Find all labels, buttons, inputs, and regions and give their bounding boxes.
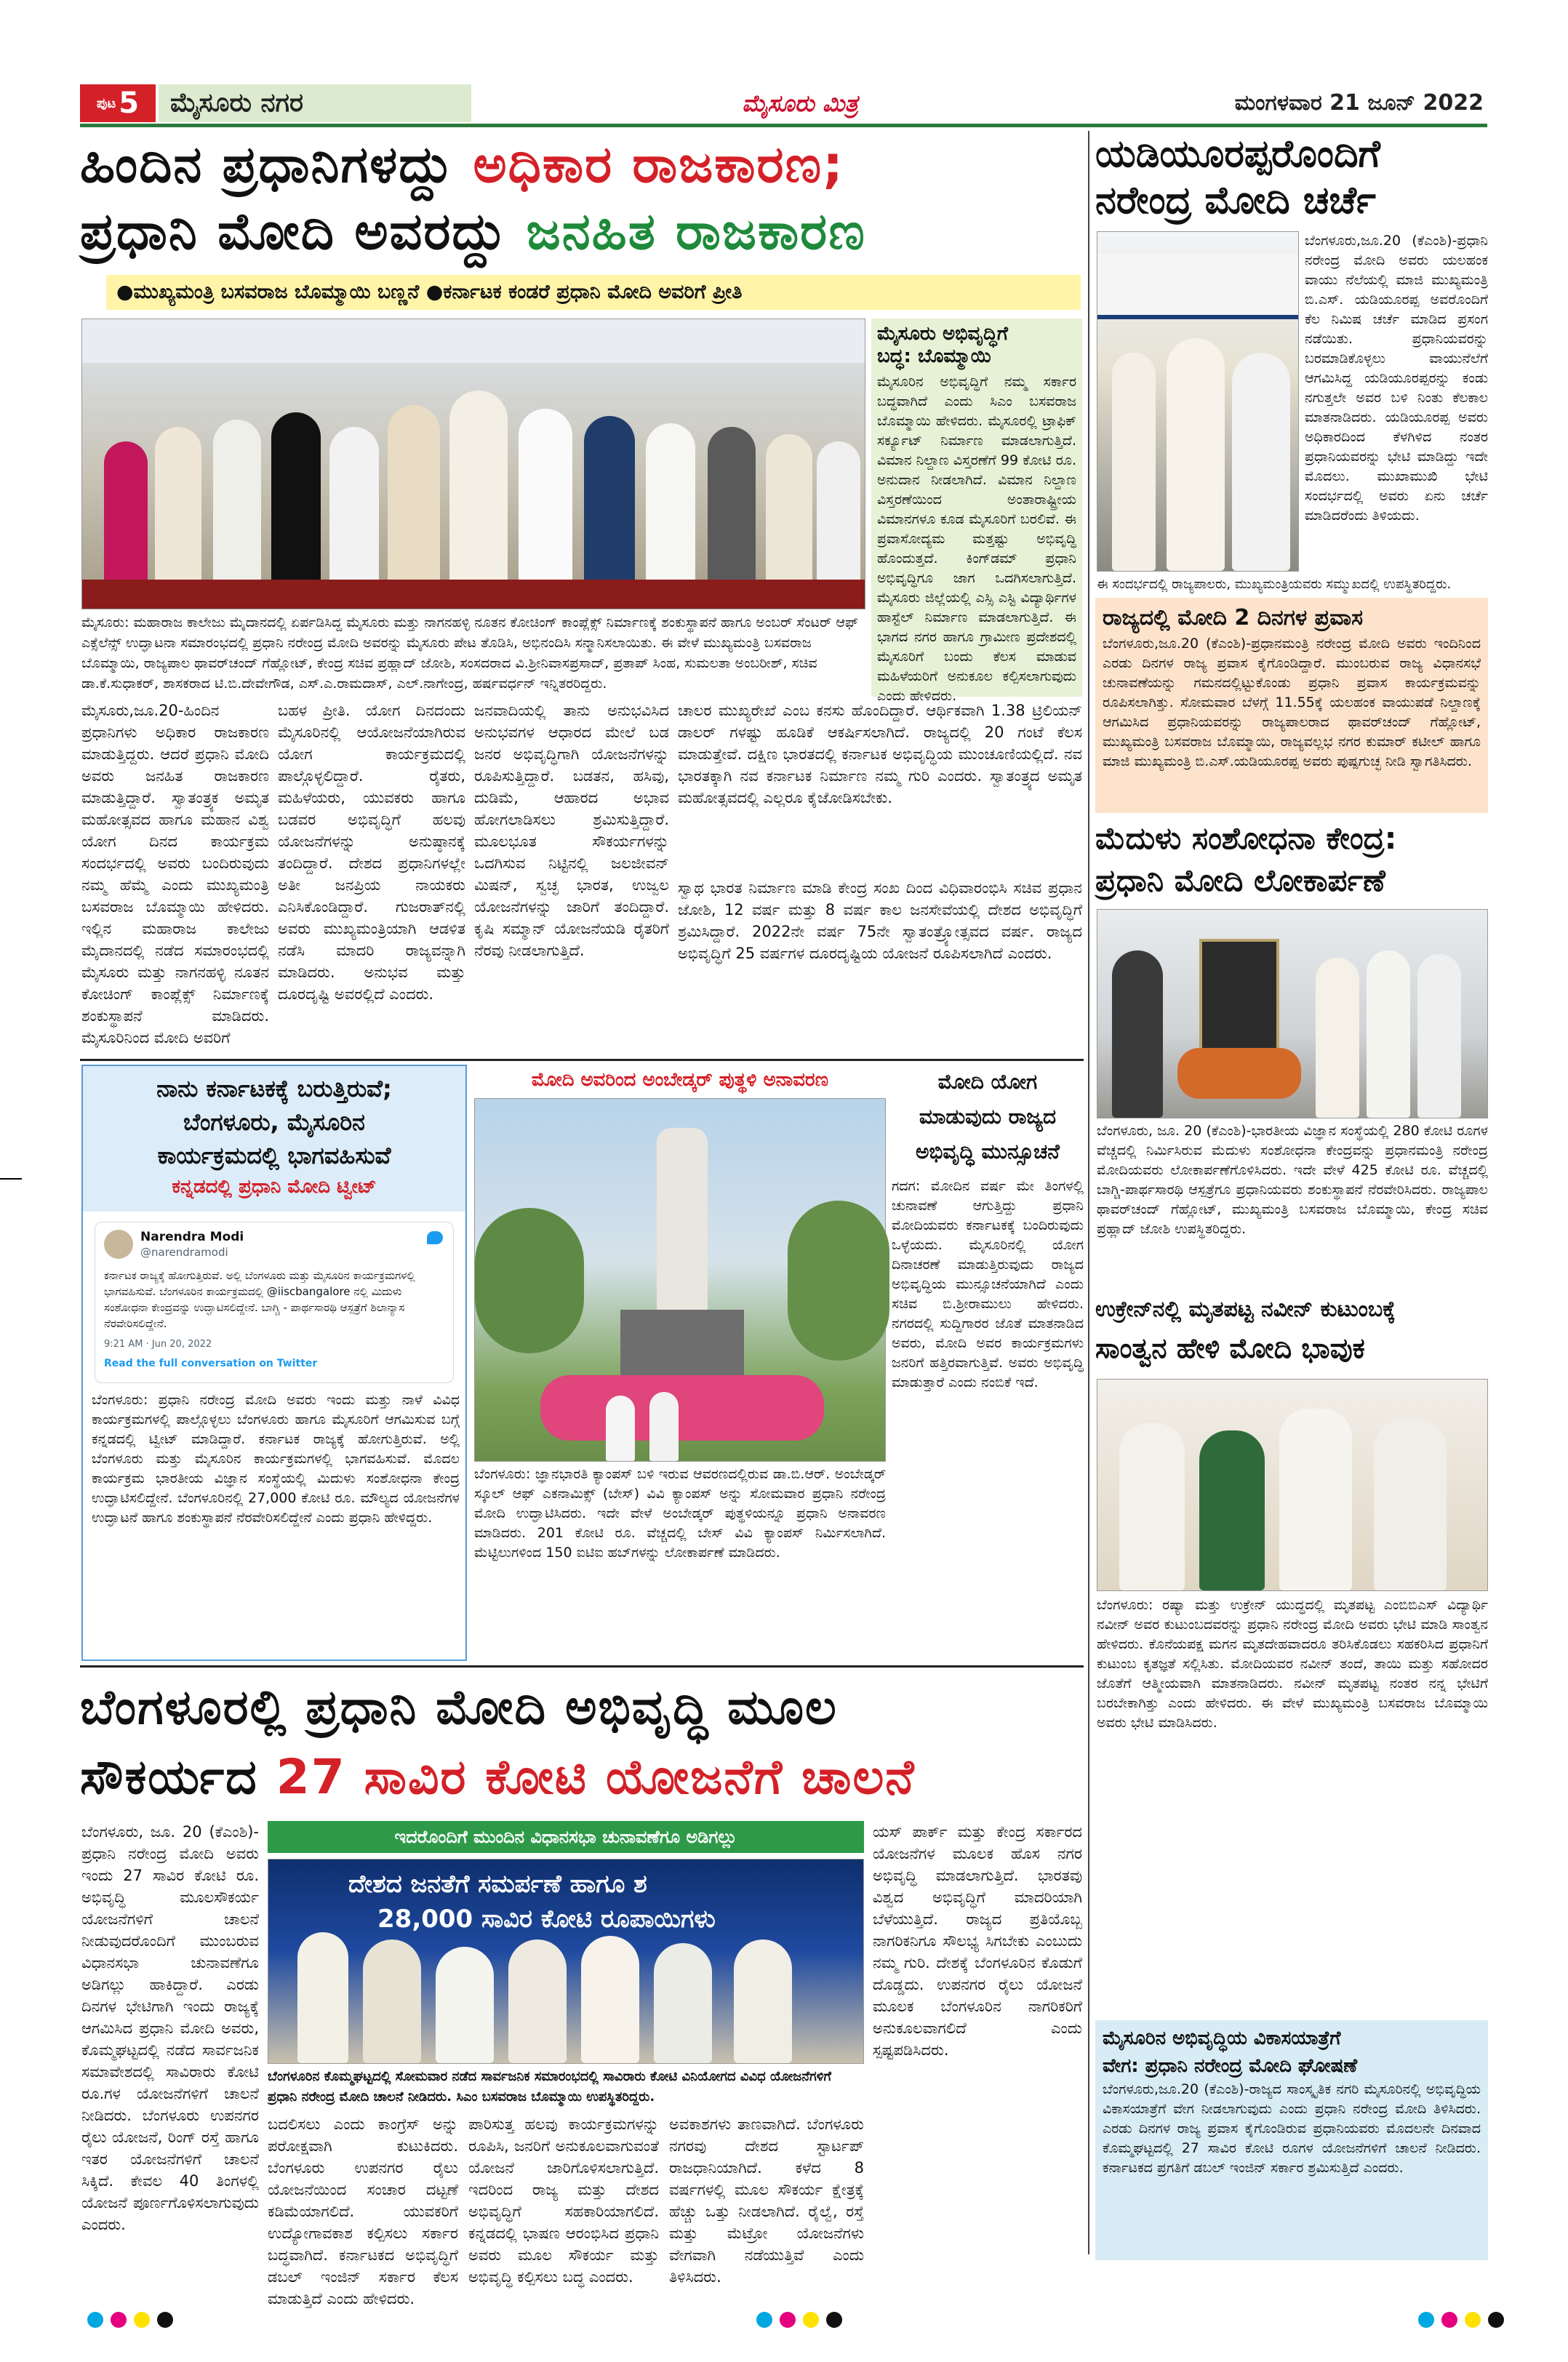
registration-dot — [1441, 2312, 1457, 2328]
lead-col-3: ಜನವಾದಿಯಲ್ಲಿ ತಾನು ಅನುಭವಿಸಿದ ಅನುಭವಗಳ ಆಧಾರದ ಮೇಲೆ ಬಡ ಜನರ ಅಭಿವೃದ್ಧಿಗಾಗಿ ಯೋಜನೆಗಳನ್ನು ರೂಪಿಸುತ್ತಿದ್ದಾರೆ. ಬಡತನ, ಹಸಿವು, ದುಡಿಮೆ, ಆಹಾರದ ಅಭಾವ ಹೋಗಲಾಡಿಸಲು ಶ್ರಮಿಸುತ್ತಿದ್ದಾರೆ. ಮೂಲಭೂತ ಸೌಕರ್ಯಗಳನ್ನು ಒದಗಿಸುವ ನಿಟ್ಟಿನಲ್ಲಿ ಜಲಜೀವನ್ ಮಿಷನ್, ಸ್ವಚ್ಛ ಭಾರತ, ಉಜ್ವಲ ಯೋಜನೆಗಳನ್ನು ಜಾರಿಗೆ ತಂದಿದ್ದಾರೆ. ಕೃಷಿ ಸಮ್ಮಾನ್ ಯೋಜನೆಯಡಿ ರೈತರಿಗೆ ನೆರವು ನೀಡಲಾಗುತ್ತಿದೆ. — [474, 702, 669, 959]
margin-crop-mark — [0, 1178, 22, 1180]
person-figure — [1199, 1430, 1265, 1590]
lead-col-2: ಬಹಳ ಪ್ರೀತಿ. ಯೋಗ ದಿನದಂದು ಮೈಸೂರಿನಲ್ಲಿ ಆಯೋಜನೆಯಾಗಿರುವ ಯೋಗ ಕಾರ್ಯಕ್ರಮದಲ್ಲಿ ಪಾಲ್ಗೊಳ್ಳಲಿದ್ದಾರೆ. ರೈತರು, ಮಹಿಳೆಯರು, ಯುವಕರು ಹಾಗೂ ಬಡವರ ಅಭಿವೃದ್ಧಿಗೆ ಹಲವು ಯೋಜನೆಗಳನ್ನು ಅನುಷ್ಠಾನಕ್ಕೆ ತಂದಿದ್ದಾರೆ. ದೇಶದ ಪ್ರಧಾನಿಗಳಲ್ಲೇ ಅತೀ ಜನಪ್ರಿಯ ನಾಯಕರು ಎನಿಸಿಕೊಂಡಿದ್ದಾರೆ. ಗುಜರಾತ್‌ನಲ್ಲಿ ಅವರು ಮುಖ್ಯಮಂತ್ರಿಯಾಗಿ ಆಡಳಿತ ನಡೆಸಿ ಮಾದರಿ ರಾಜ್ಯವನ್ನಾಗಿ ಮಾಡಿದರು. ಅನುಭವ ಮತ್ತು ದೂರದೃಷ್ಟಿ ಅವರಲ್ಲಿದೆ ಎಂದರು. — [278, 702, 465, 1003]
vikasa-title2: ವೇಗ: ಪ್ರಧಾನಿ ನರೇಂದ್ರ ಮೋದಿ ಘೋಷಣೆ — [1103, 2055, 1358, 2077]
registration-dot — [111, 2312, 127, 2328]
person-figure — [734, 1939, 792, 2063]
research-photo — [1097, 909, 1488, 1118]
tweet-box-header — [83, 1066, 465, 1212]
tweet-box-text: ಬೆಂಗಳೂರು: ಪ್ರಧಾನಿ ನರೇಂದ್ರ ಮೋದಿ ಅವರು ಇಂದು ಮತ್ತು ನಾಳೆ ವಿವಿಧ ಕಾರ್ಯಕ್ರಮಗಳಲ್ಲಿ ಪಾಲ್ಗೊಳ್ಳಲು ಬೆಂಗಳೂರು ಹಾಗೂ ಮೈಸೂರಿಗೆ ಆಗಮಿಸುವ ಬಗ್ಗೆ ಕನ್ನಡದಲ್ಲಿ ಟ್ವೀಟ್ ಮಾಡಿದ್ದಾರೆ. ಕರ್ನಾಟಕ ರಾಜ್ಯಕ್ಕೆ ಹೋಗುತ್ತಿರುವೆ. ಅಲ್ಲಿ ಬೆಂಗಳೂರು ಮತ್ತು ಮೈಸೂರಿನ ಕಾರ್ಯಕ್ರಮಗಳಲ್ಲಿ ಭಾಗವಹಿಸುವೆ. ಮೊದಲ ಕಾರ್ಯಕ್ರಮ ಭಾರತೀಯ ವಿಜ್ಞಾನ ಸಂಸ್ಥೆಯಲ್ಲಿ ಮಿದುಳು ಸಂಶೋಧನಾ ಕೇಂದ್ರ ಉದ್ಘಾಟಿಸಲಿದ್ದೇನೆ. ಬೆಂಗಳೂರಿನಲ್ಲಿ 27,000 ಕೋಟಿ ರೂ. ಮೌಲ್ಯದ ಯೋಜನೆಗಳ ಉದ್ಘಾಟನೆ ಹಾಗೂ ಶಂಕುಸ್ಥಾಪನೆ ನೆರವೇರಿಸಲಿದ್ದೇನೆ ಎಂದು ಪ್ರಧಾನಿ ಹೇಳಿದ್ದರು. — [92, 1392, 460, 1526]
ambedkar-caption: ಬೆಂಗಳೂರು: ಜ್ಞಾನಭಾರತಿ ಕ್ಯಾಂಪಸ್ ಬಳಿ ಇರುವ ಆವರಣದಲ್ಲಿರುವ ಡಾ.ಬಿ.ಆರ್. ಅಂಬೇಡ್ಕರ್ ಸ್ಕೂಲ್ ಆಫ್ ಎಕನಾಮಿಕ್ಸ್ (ಬೇಸ್) ವಿವಿ ಕ್ಯಾಂಪಸ್ ಅನ್ನು ಸೋಮವಾರ ಪ್ರಧಾನಿ ನರೇಂದ್ರ ಮೋದಿ ಉದ್ಘಾಟಿಸಿದರು. ಇದೇ ವೇಳೆ ಅಂಬೇಡ್ಕರ್ ಪುತ್ಥಳಿಯನ್ನೂ ಪ್ರಧಾನಿ ಅನಾವರಣ ಮಾಡಿದರು. 201 ಕೋಟಿ ರೂ. ವೆಚ್ಚದಲ್ಲಿ ಬೇಸ್ ವಿವಿ ಕ್ಯಾಂಪಸ್ ನಿರ್ಮಿಸಲಾಗಿದೆ. ಮೆಟ್ಟಿಲುಗಳಿಂದ 150 ಐಟಿಐ ಹಬ್‌ಗಳನ್ನು ಲೋಕಾರ್ಪಣೆ ಮಾಡಿದರು. — [474, 1466, 886, 1561]
yeddy-headline — [1095, 131, 1488, 225]
person-figure — [363, 1939, 421, 2063]
research-title2: ಪ್ರಧಾನಿ ಮೋದಿ ಲೋಕಾರ್ಪಣೆ — [1095, 862, 1385, 898]
person-figure — [508, 1939, 567, 2063]
lead-line1-black: ಹಿಂದಿನ ಪ್ರಧಾನಿಗಳದ್ದು — [80, 135, 455, 194]
registration-dot — [1465, 2312, 1481, 2328]
person-figure — [654, 1943, 712, 2063]
person-figure — [449, 391, 508, 609]
ukraine-text: ಬೆಂಗಳೂರು: ರಷ್ಯಾ ಮತ್ತು ಉಕ್ರೇನ್ ಯುದ್ಧದಲ್ಲಿ ಮೃತಪಟ್ಟ ಎಂಬಿಬಿಎಸ್ ವಿದ್ಯಾರ್ಥಿ ನವೀನ್ ಅವರ ಕುಟುಂಬದವರನ್ನು ಪ್ರಧಾನಿ ನರೇಂದ್ರ ಮೋದಿ ಅವರು ಭೇಟಿ ಮಾಡಿ ಸಾಂತ್ವನ ಹೇಳಿದರು. ಕೊನೆಯಪಕ್ಷ ಮಗನ ಮೃತದೇಹವಾದರೂ ತರಿಸಿಕೊಡಲು ಸಹಕರಿಸಿದ ಪ್ರಧಾನಿಗೆ ಕುಟುಂಬ ಕೃತಜ್ಞತೆ ಸಲ್ಲಿಸಿತು. ಮೋದಿಯವರ ನವೀನ್ ತಂದೆ, ತಾಯಿ ಮತ್ತು ಸಹೋದರ ಜೊತೆಗೆ ಆತ್ಮೀಯವಾಗಿ ಮಾತನಾಡಿದರು. ನವೀನ್ ಮೃತಪಟ್ಟ ನಂತರ ನನ್ನ ಭೇಟಿಗೆ ಬರಬೇಕಾಗಿತ್ತು ಎಂದು ಹೇಳಿದರು. ಈ ವೇಳೆ ಮುಖ್ಯಮಂತ್ರಿ ಬಸವರಾಜ ಬೊಮ್ಮಾಯಿ ಅವರು ಭೇಟಿ ಮಾಡಿಸಿದರು. — [1097, 1597, 1488, 1731]
ukraine-headline — [1095, 1292, 1488, 1372]
lead-col-4: ಚಾಲರ ಮುಖ್ಯರೇಖೆ ಎಂಬ ಕನಸು ಹೊಂದಿದ್ದಾರೆ. ಆರ್ಥಿಕವಾಗಿ 1.38 ಟ್ರಿಲಿಯನ್ ಡಾಲರ್ ಗಳಷ್ಟು ಹೂಡಿಕೆ ಆಕರ್ಷಿಸಲಾಗಿದೆ. ರಾಜ್ಯದಲ್ಲಿ 20 ಗಂಟೆ ಕೆಲಸ ಮಾಡುತ್ತೇವೆ. ದಕ್ಷಿಣ ಭಾರತದಲ್ಲಿ ಕರ್ನಾಟಕ ಅಭಿವೃದ್ಧಿಯ ಮುಂಚೂಣಿಯಲ್ಲಿದೆ. ನವ ಭಾರತಕ್ಕಾಗಿ ನವ ಕರ್ನಾಟಕ ನಿರ್ಮಾಣ ನಮ್ಮ ಗುರಿ ಎಂದರು. ಸ್ವಾತಂತ್ರ್ಯದ ಅಮೃತ ಮಹೋತ್ಸವದಲ್ಲಿ ಎಲ್ಲರೂ ಕೈಜೋಡಿಸಬೇಕು. — [678, 702, 1082, 806]
tweet-author-handle: @narendramodi — [140, 1246, 228, 1259]
yeddy-caption: ಈ ಸಂದರ್ಭದಲ್ಲಿ ರಾಜ್ಯಪಾಲರು, ಮುಖ್ಯಮಂತ್ರಿಯವರು ಸಮ್ಮುಖದಲ್ಲಿ ಉಪಸ್ಥಿತರಿದ್ದರು. — [1097, 577, 1452, 592]
person-figure — [606, 1396, 635, 1461]
person-figure — [1112, 950, 1163, 1118]
person-figure — [1279, 1409, 1352, 1590]
tweet-box-title2: ಬೆಂಗಳೂರು, ಮೈಸೂರಿನ — [183, 1108, 365, 1136]
ukraine-photo — [1097, 1379, 1488, 1591]
registration-dot — [87, 2312, 103, 2328]
tweet-box — [81, 1065, 467, 1661]
dev-box — [871, 319, 1082, 704]
person-figure — [649, 1392, 679, 1461]
section-name: ಮೈಸೂರು ನಗರ — [159, 84, 471, 122]
registration-dot — [780, 2312, 796, 2328]
bengaluru-photo-caption: ಬೆಂಗಳೂರಿನ ಕೊಮ್ಮಘಟ್ಟದಲ್ಲಿ ಸೋಮವಾರ ನಡೆದ ಸಾರ್ವಜನಿಕ ಸಮಾರಂಭದಲ್ಲಿ ಸಾವಿರಾರು ಕೋಟಿ ವಿನಿಯೋಗದ ವಿವಿಧ ಯೋಜನೆಗಳಿಗೆ ಪ್ರಧಾನಿ ನರೇಂದ್ರ ಮೋದಿ ಚಾಲನೆ ನೀಡಿದರು. ಸಿಎಂ ಬಸವರಾಜ ಬೊಮ್ಮಾಯಿ ಉಪಸ್ಥಿತರಿದ್ದರು. — [268, 2069, 831, 2105]
lead-headline-line2 — [80, 198, 1084, 265]
masthead-rule — [80, 124, 1487, 127]
two-days-text: ಬೆಂಗಳೂರು,ಜೂ.20 (ಕೆಎಂಶಿ)-ಪ್ರಧಾನಮಂತ್ರಿ ನರೇಂದ್ರ ಮೋದಿ ಅವರು ಇಂದಿನಿಂದ ಎರಡು ದಿನಗಳ ರಾಜ್ಯ ಪ್ರವಾಸ ಕೈಗೊಂಡಿದ್ದಾರೆ. ಮುಂಬರುವ ರಾಜ್ಯ ವಿಧಾನಸಭೆ ಚುನಾವಣೆಯನ್ನು ಗಮನದಲ್ಲಿಟ್ಟುಕೊಂಡು ಪ್ರಧಾನಿ ಪ್ರವಾಸ ಕಾರ್ಯಕ್ರಮವನ್ನು ರೂಪಿಸಲಾಗಿತ್ತು. ಸೋಮವಾರ ಬೆಳಗ್ಗೆ 11.55ಕ್ಕೆ ಯಲಹಂಕ ವಾಯುಪಡೆ ನಿಲ್ದಾಣಕ್ಕೆ ಆಗಮಿಸಿದ ಪ್ರಧಾನಿಯವರನ್ನು ರಾಜ್ಯಪಾಲರಾದ ಥಾವರ್‌ಚಂದ್ ಗೆಹ್ಲೋಟ್, ಮುಖ್ಯಮಂತ್ರಿ ಬಸವರಾಜ ಬೊಮ್ಮಾಯಿ, ರಾಜ್ಯವಲ್ಲಭ ನಗರ ಕುಮಾರ್ ಕಟೀಲ್ ಹಾಗೂ ಮಾಜಿ ಮುಖ್ಯಮಂತ್ರಿ ಬಿ.ಎಸ್.ಯಡಿಯೂರಪ್ಪ ಅವರು ಪುಷ್ಪಗುಚ್ಛ ನೀಡಿ ಸ್ವಾಗತಿಸಿದರು. — [1103, 636, 1481, 769]
flower-decoration — [540, 1375, 824, 1441]
yoga-title3: ಅಭಿವೃದ್ಧಿ ಮುನ್ಸೂಚನೆ — [916, 1140, 1060, 1164]
bengaluru-headline — [80, 1673, 1084, 1815]
person-figure — [1167, 338, 1225, 571]
paper-name: ಮೈಸೂರು ಮಿತ್ರ — [742, 89, 858, 117]
twitter-bird-icon — [427, 1231, 443, 1244]
issue-date: ಮಂಗಳವಾರ 21 ಜೂನ್ 2022 — [1234, 90, 1484, 116]
lead-photo-caption: ಮೈಸೂರು: ಮಹಾರಾಜ ಕಾಲೇಜು ಮೈದಾನದಲ್ಲಿ ಏರ್ಪಡಿಸಿದ್ದ ಮೈಸೂರು ಮತ್ತು ನಾಗನಹಳ್ಳಿ ನೂತನ ಕೋಚಿಂಗ್ ಕಾಂಪ್ಲೆಕ್ಸ್ ನಿರ್ಮಾಣಕ್ಕೆ ಶಂಕುಸ್ಥಾಪನೆ ಹಾಗೂ ಅಂಬರ್ ಸೆಂಟರ್ ಆಫ್ ಎಕ್ಸೆಲೆನ್ಸ್ ಉದ್ಘಾಟನಾ ಸಮಾರಂಭದಲ್ಲಿ ಪ್ರಧಾನಿ ನರೇಂದ್ರ ಮೋದಿ ಅವರನ್ನು ಮೈಸೂರು ಪೇಟ ತೊಡಿಸಿ, ಅಭಿನಂದಿಸಿ ಸನ್ಮಾನಿಸಲಾಯಿತು. ಈ ವೇಳೆ ಮುಖ್ಯಮಂತ್ರಿ ಬಸವರಾಜ ಬೊಮ್ಮಾಯಿ, ರಾಜ್ಯಪಾಲ ಥಾವರ್‌ಚಂದ್ ಗೆಹ್ಲೋಟ್, ಕೇಂದ್ರ ಸಚಿವ ಪ್ರಹ್ಲಾದ್ ಜೋಶಿ, ಸಂಸದರಾದ ವಿ.ಶ್ರೀನಿವಾಸಪ್ರಸಾದ್, ಪ್ರತಾಪ್ ಸಿಂಹ, ಸುಮಲತಾ ಅಂಬರೀಶ್, ಸಚಿವ ಡಾ.ಕೆ.ಸುಧಾಕರ್, ಶಾಸಕರಾದ ಟಿ.ಬಿ.ದೇವೇಗೌಡ, ಎಸ್.ಎ.ರಾಮದಾಸ್, ಎಲ್.ನಾಗೇಂದ್ರ, ಹರ್ಷವರ್ಧನ್ ಇನ್ನಿತರರಿದ್ದರು. — [81, 614, 859, 692]
divider — [80, 1665, 1084, 1668]
vikasa-title1: ಮೈಸೂರಿನ ಅಭಿವೃದ್ಧಿಯ ವಿಕಾಸಯಾತ್ರೆಗೆ — [1103, 2027, 1341, 2049]
lead-line2-black: ಪ್ರಧಾನಿ ಮೋದಿ ಅವರದ್ದು — [80, 201, 508, 261]
registration-dot — [134, 2312, 150, 2328]
person-figure — [1417, 954, 1461, 1118]
tweet-avatar — [104, 1230, 133, 1259]
person-figure — [1367, 950, 1410, 1118]
bengaluru-col-2: ಬದಲಿಸಲು ಎಂದು ಕಾಂಗ್ರೆಸ್ ಅನ್ನು ಪರೋಕ್ಷವಾಗಿ ಕುಟುಕಿದರು. ಬೆಂಗಳೂರು ಉಪನಗರ ರೈಲು ಯೋಜನೆಯಿಂದ ಸಂಚಾರ ದಟ್ಟಣೆ ಕಡಿಮೆಯಾಗಲಿದೆ. ಯುವಕರಿಗೆ ಉದ್ಯೋಗಾವಕಾಶ ಕಲ್ಪಿಸಲು ಸರ್ಕಾರ ಬದ್ಧವಾಗಿದೆ. ಕರ್ನಾಟಕದ ಅಭಿವೃದ್ಧಿಗೆ ಡಬಲ್ ಇಂಜಿನ್ ಸರ್ಕಾರ ಕೆಲಸ ಮಾಡುತ್ತಿದೆ ಎಂದು ಹೇಳಿದರು. — [268, 2115, 458, 2307]
stage-backdrop — [82, 319, 865, 363]
yeddy-title2: ನರೇಂದ್ರ ಮೋದಿ ಚರ್ಚೆ — [1095, 179, 1376, 223]
person-figure — [388, 405, 440, 609]
ukraine-title1: ಉಕ್ರೇನ್‌ನಲ್ಲಿ ಮೃತಪಟ್ಟ ನವೀನ್ ಕುಟುಂಬಕ್ಕೆ — [1095, 1297, 1396, 1322]
lead-col-4b: ಸ್ವಾಥ ಭಾರತ ನಿರ್ಮಾಣ ಮಾಡಿ ಕೇಂದ್ರ ಸಂಖ ದಿಂದ ವಿಧಿವಾರಂಭಿಸಿ ಸಚಿವ ಪ್ರಧಾನ ಜೋಶಿ, 12 ವರ್ಷ ಮತ್ತು 8 ವರ್ಷ ಕಾಲ ಜನಸೇವೆಯಲ್ಲಿ ದೇಶದ ಅಭಿವೃದ್ಧಿಗೆ ಶ್ರಮಿಸಿದ್ದಾರೆ. 2022ನೇ ವರ್ಷ 75ನೇ ಸ್ವಾತಂತ್ರ್ಯೋತ್ಸವದ ವರ್ಷ. ರಾಜ್ಯದ ಅಭಿವೃದ್ಧಿಗೆ 25 ವರ್ಷಗಳ ದೂರದೃಷ್ಟಿಯ ಯೋಜನೆ ರೂಪಿಸಲಾಗಿದೆ ಎಂದರು. — [678, 879, 1082, 962]
person-figure — [581, 1936, 639, 2063]
vikasa-text: ಬೆಂಗಳೂರು,ಜೂ.20 (ಕೆಎಂಶಿ)-ರಾಜ್ಯದ ಸಾಂಸ್ಕೃತಿಕ ನಗರಿ ಮೈಸೂರಿನಲ್ಲಿ ಅಭಿವೃದ್ಧಿಯ ವಿಕಾಸಯಾತ್ರೆಗೆ ವೇಗ ನೀಡಲಾಗುವುದು ಎಂದು ಪ್ರಧಾನಿ ನರೇಂದ್ರ ಮೋದಿ ತಿಳಿಸಿದರು. ಎರಡು ದಿನಗಳ ರಾಜ್ಯ ಪ್ರವಾಸ ಕೈಗೊಂಡಿರುವ ಪ್ರಧಾನಿಯವರು ಮೊದಲನೇ ದಿನವಾದ ಕೊಮ್ಮಘಟ್ಟದಲ್ಲಿ 27 ಸಾವಿರ ಕೋಟಿ ರೂಗಳ ಯೋಜನೆಗಳಿಗೆ ಚಾಲನೆ ನೀಡಿದರು. ಕರ್ನಾಟಕದ ಪ್ರಗತಿಗೆ ಡಬಲ್ ಇಂಜಿನ್ ಸರ್ಕಾರ ಶ್ರಮಿಸುತ್ತಿದೆ ಎಂದರು. — [1103, 2081, 1481, 2176]
banner-text-1: ದೇಶದ ಜನತೆಗೆ ಸಮರ್ಪಣೆ ಹಾಗೂ ಶ — [348, 1870, 647, 1899]
yoga-title1: ಮೋದಿ ಯೋಗ — [937, 1070, 1038, 1094]
person-figure — [1119, 1423, 1185, 1590]
vikasa-box — [1095, 2020, 1488, 2260]
registration-dot — [803, 2312, 819, 2328]
bengaluru-line2-red: 27 ಸಾವಿರ ಕೋಟಿ ಯೋಜನೆಗೆ ಚಾಲನೆ — [276, 1749, 916, 1805]
ukraine-title2: ಸಾಂತ್ವನ ಹೇಳಿ ಮೋದಿ ಭಾವುಕ — [1095, 1332, 1365, 1364]
person-figure — [1112, 353, 1156, 571]
registration-dot — [756, 2312, 772, 2328]
lead-col-1: ಮೈಸೂರು,ಜೂ.20-ಹಿಂದಿನ ಪ್ರಧಾನಿಗಳು ಅಧಿಕಾರ ರಾಜಕಾರಣ ಮಾಡುತ್ತಿದ್ದರು. ಆದರೆ ಪ್ರಧಾನಿ ಮೋದಿ ಅವರು ಜನಹಿತ ರಾಜಕಾರಣ ಮಾಡುತ್ತಿದ್ದಾರೆ. ಸ್ವಾತಂತ್ರ್ಯಕ ಅಮೃತ ಮಹೋತ್ಸವದ ಹಾಗೂ ಮಹಾನ ವಿಶ್ವ ಯೋಗ ದಿನದ ಕಾರ್ಯಕ್ರಮ ಸಂದರ್ಭದಲ್ಲಿ ಅವರು ಬಂದಿರುವುದು ನಮ್ಮ ಹೆಮ್ಮೆ ಎಂದು ಮುಖ್ಯಮಂತ್ರಿ ಬಸವರಾಜ ಬೊಮ್ಮಾಯಿ ಹೇಳಿದರು. ಇಲ್ಲಿನ ಮಹಾರಾಜ ಕಾಲೇಜು ಮೈದಾನದಲ್ಲಿ ನಡೆದ ಸಮಾರಂಭದಲ್ಲಿ ಮೈಸೂರು ಮತ್ತು ನಾಗನಹಳ್ಳಿ ನೂತನ ಕೋಚಿಂಗ್ ಕಾಂಪ್ಲೆಕ್ಸ್ ನಿರ್ಮಾಣಕ್ಕೆ ಶಂಕುಸ್ಥಾಪನೆ ಮಾಡಿದರು. ಮೈಸೂರಿನಿಂದ ಮೋದಿ ಅವರಿಗೆ — [81, 702, 269, 1046]
registration-dot — [157, 2312, 173, 2328]
tweet-time: 9:21 AM · Jun 20, 2022 — [104, 1339, 212, 1350]
ambedkar-title: ಮೋದಿ ಅವರಿಂದ ಅಂಬೇಡ್ಕರ್ ಪುತ್ಥಳಿ ಅನಾವರಣ — [531, 1069, 829, 1091]
two-days-box — [1095, 598, 1488, 813]
registration-dot — [826, 2312, 842, 2328]
bengaluru-line1: ಬೆಂಗಳೂರಲ್ಲಿ ಪ್ರಧಾನಿ ಮೋದಿ ಅಭಿವೃದ್ಧಿ ಮೂಲ — [80, 1679, 838, 1735]
lead-photo — [81, 319, 865, 609]
page-label: ಪುಟ — [96, 95, 116, 111]
plaque — [1199, 939, 1279, 1055]
masthead — [80, 81, 1484, 124]
aircraft — [1097, 254, 1298, 319]
lead-headline-line1 — [80, 131, 1084, 198]
bengaluru-line2 — [80, 1742, 1084, 1812]
tree — [788, 1201, 889, 1361]
yeddy-title1: ಯಡಿಯೂರಪ್ಪರೊಂದಿಗೆ — [1095, 132, 1380, 176]
bengaluru-col-5: ಯಸ್ ಪಾರ್ಕ್ ಮತ್ತು ಕೇಂದ್ರ ಸರ್ಕಾರದ ಯೋಜನೆಗಳ ಮೂಲಕ ಹೊಸ ನಗರ ಅಭಿವೃದ್ಧಿ ಮಾಡಲಾಗುತ್ತಿದೆ. ಭಾರತವು ವಿಶ್ವದ ಅಭಿವೃದ್ಧಿಗೆ ಮಾದರಿಯಾಗಿ ಬೆಳೆಯುತ್ತಿದೆ. ರಾಜ್ಯದ ಪ್ರತಿಯೊಬ್ಬ ನಾಗರಿಕನಿಗೂ ಸೌಲಭ್ಯ ಸಿಗಬೇಕು ಎಂಬುದು ನಮ್ಮ ಗುರಿ. ದೇಶಕ್ಕೆ ಬೆಂಗಳೂರಿನ ಕೊಡುಗೆ ದೊಡ್ಡದು. ಉಪನಗರ ರೈಲು ಯೋಜನೆ ಮೂಲಕ ಬೆಂಗಳೂರಿನ ನಾಗರಿಕರಿಗೆ ಅನುಕೂಲವಾಗಲಿದೆ ಎಂದು ಸ್ಪಷ್ಟಪಡಿಸಿದರು. — [873, 1823, 1082, 2059]
tweet-read-link[interactable]: Read the full conversation on Twitter — [104, 1358, 318, 1369]
person-figure — [1374, 1420, 1447, 1590]
tweet-author-name: Narendra Modi — [140, 1230, 244, 1244]
person-figure — [519, 409, 572, 609]
bengaluru-col-3: ಪಾರಿಸುತ್ತ ಹಲವು ಕಾರ್ಯಕ್ರಮಗಳನ್ನು ರೂಪಿಸಿ, ಜನರಿಗೆ ಅನುಕೂಲವಾಗುವಂತೆ ಯೋಜನೆ ಜಾರಿಗೊಳಿಸಲಾಗುತ್ತಿದೆ. ಇದರಿಂದ ರಾಜ್ಯ ಮತ್ತು ದೇಶದ ಅಭಿವೃದ್ಧಿಗೆ ಸಹಕಾರಿಯಾಗಲಿದೆ. ಕನ್ನಡದಲ್ಲಿ ಭಾಷಣ ಆರಂಭಿಸಿದ ಪ್ರಧಾನಿ ಅವರು ಮೂಲ ಸೌಕರ್ಯ ಮತ್ತು ಅಭಿವೃದ್ಧಿ ಕಲ್ಪಿಸಲು ಬದ್ಧ ಎಂದರು. — [468, 2115, 659, 2286]
person-figure — [1316, 958, 1359, 1118]
yoga-text: ಗದಗ: ಮೋದಿನ ವರ್ಷ ಮೇ ತಿಂಗಳಲ್ಲಿ ಚುನಾವಣೆ ಆಗುತ್ತಿದ್ದು ಪ್ರಧಾನಿ ಮೋದಿಯವರು ಕರ್ನಾಟಕಕ್ಕೆ ಬಂದಿರುವುದು ಒಳ್ಳೆಯದು. ಮೈಸೂರಿನಲ್ಲಿ ಯೋಗ ದಿನಾಚರಣೆ ಮಾಡುತ್ತಿರುವುದು ರಾಜ್ಯದ ಅಭಿವೃದ್ಧಿಯ ಮುನ್ಸೂಚನೆಯಾಗಿದೆ ಎಂದು ಸಚಿವ ಬಿ.ಶ್ರೀರಾಮುಲು ಹೇಳಿದರು. ನಗರದಲ್ಲಿ ಸುದ್ದಿಗಾರರ ಜೊತೆ ಮಾತನಾಡಿದ ಅವರು, ಮೋದಿ ಅವರ ಕಾರ್ಯಕ್ರಮಗಳು ಜನರಿಗೆ ಹತ್ತಿರವಾಗುತ್ತಿವೆ. ಅವರು ಅಭಿವೃದ್ಧಿ ಮಾಡುತ್ತಾರೆ ಎಂದು ನಂಬಿಕೆ ಇದೆ. — [892, 1178, 1084, 1390]
lead-headline — [80, 131, 1084, 269]
research-caption: ಬೆಂಗಳೂರು, ಜೂ. 20 (ಕೆಎಂಶಿ)-ಭಾರತೀಯ ವಿಜ್ಞಾನ ಸಂಸ್ಥೆಯಲ್ಲಿ 280 ಕೋಟಿ ರೂಗಳ ವೆಚ್ಚದಲ್ಲಿ ನಿರ್ಮಿಸಿರುವ ಮೆದುಳು ಸಂಶೋಧನಾ ಕೇಂದ್ರವನ್ನು ಪ್ರಧಾನಮಂತ್ರಿ ನರೇಂದ್ರ ಮೋದಿಯವರು ಲೋಕಾರ್ಪಣೆಗೊಳಿಸಿದರು. ಇದೇ ವೇಳೆ 425 ಕೋಟಿ ರೂ. ವೆಚ್ಚದಲ್ಲಿ ಬಾಗ್ಚಿ-ಪಾರ್ಥಸಾರಥಿ ಆಸ್ಪತ್ರೆಗೂ ಪ್ರಧಾನಿಯವರು ಶಂಕುಸ್ಥಾಪನೆ ನೆರವೇರಿಸಿದರು. ರಾಜ್ಯಪಾಲ ಥಾವರ್‌ಚಂದ್ ಗೆಹ್ಲೋಟ್, ಮುಖ್ಯಮಂತ್ರಿ ಬಸವರಾಜ ಬೊಮ್ಮಾಯಿ, ಕೇಂದ್ರ ಸಚಿವ ಪ್ರಹ್ಲಾದ್ ಜೋಶಿ ಉಪಸ್ಥಿತರಿದ್ದರು. — [1097, 1123, 1488, 1237]
bengaluru-line2-black: ಸೌಕರ್ಯದ — [80, 1749, 258, 1805]
bengaluru-col-4: ಅವಕಾಶಗಳು ತಾಣವಾಗಿದೆ. ಬೆಂಗಳೂರು ನಗರವು ದೇಶದ ಸ್ಟಾರ್ಟಪ್ ರಾಜಧಾನಿಯಾಗಿದೆ. ಕಳೆದ 8 ವರ್ಷಗಳಲ್ಲಿ ಮೂಲ ಸೌಕರ್ಯ ಕ್ಷೇತ್ರಕ್ಕೆ ಹೆಚ್ಚು ಒತ್ತು ನೀಡಲಾಗಿದೆ. ರೈಲ್ವೆ, ರಸ್ತೆ ಮತ್ತು ಮೆಟ್ರೋ ಯೋಜನೆಗಳು ವೇಗವಾಗಿ ನಡೆಯುತ್ತಿವೆ ಎಂದು ತಿಳಿಸಿದರು. — [669, 2115, 864, 2286]
print-registration-marks — [0, 2309, 1568, 2331]
column-divider — [1088, 131, 1089, 2254]
bengaluru-photo — [268, 1859, 864, 2064]
flower-decoration — [1177, 1048, 1301, 1099]
lead-line1-red: ಅಧಿಕಾರ ರಾಜಕಾರಣ; — [473, 135, 845, 194]
person-figure — [297, 1932, 348, 2063]
two-days-title: ರಾಜ್ಯದಲ್ಲಿ ಮೋದಿ 2 ದಿನಗಳ ಪ್ರವಾಸ — [1103, 605, 1364, 630]
page-number: 5 — [119, 87, 140, 120]
dev-box-text: ಮೈಸೂರಿನ ಅಭಿವೃದ್ಧಿಗೆ ನಮ್ಮ ಸರ್ಕಾರ ಬದ್ಧವಾಗಿದೆ ಎಂದು ಸಿಎಂ ಬಸವರಾಜ ಬೊಮ್ಮಾಯಿ ಹೇಳಿದರು. ಮೈಸೂರಲ್ಲಿ ಟ್ರಾಫಿಕ್ ಸರ್ಕ್ಯೂಟ್ ನಿರ್ಮಾಣ ಮಾಡಲಾಗುತ್ತಿದೆ. ವಿಮಾನ ನಿಲ್ದಾಣ ವಿಸ್ತರಣೆಗೆ 99 ಕೋಟಿ ರೂ. ಅನುದಾನ ನೀಡಲಾಗಿದೆ. ವಿಮಾನ ನಿಲ್ದಾಣ ವಿಸ್ತರಣೆಯಿಂದ ಅಂತಾರಾಷ್ಟ್ರೀಯ ವಿಮಾನಗಳೂ ಕೂಡ ಮೈಸೂರಿಗೆ ಬರಲಿವೆ. ಈ ಪ್ರವಾಸೋದ್ಯಮ ಮತ್ತಷ್ಟು ಅಭಿವೃದ್ಧಿ ಹೊಂದುತ್ತದೆ. ಕಿಂಗ್‌ಡಮ್ ಪ್ರಧಾನಿ ಅಭಿವೃದ್ಧಿಗೂ ಜಾಗ ಒದಗಿಸಲಾಗುತ್ತಿದೆ. ಮೈಸೂರು ಜಿಲ್ಲೆಯಲ್ಲಿ ಎಸ್ಸಿ ಎಸ್ಟಿ ವಿದ್ಯಾರ್ಥಿಗಳ ಹಾಸ್ಟೆಲ್ ನಿರ್ಮಾಣ ಮಾಡಲಾಗುತ್ತಿದೆ. ಈ ಭಾಗದ ನಗರ ಹಾಗೂ ಗ್ರಾಮೀಣ ಪ್ರದೇಶದಲ್ಲಿ ಮೈಸೂರಿಗೆ ಬಂದು ಕೆಲಸ ಮಾಡುವ ಮಹಿಳೆಯರಿಗೆ ಅನುಕೂಲ ಕಲ್ಪಿಸಲಾಗುವುದು ಎಂದು ಹೇಳಿದರು. — [877, 374, 1076, 704]
yeddy-text: ಬೆಂಗಳೂರು,ಜೂ.20 (ಕೆಎಂಶಿ)-ಪ್ರಧಾನಿ ನರೇಂದ್ರ ಮೋದಿ ಅವರು ಯಲಹಂಕ ವಾಯು ನೆಲೆಯಲ್ಲಿ ಮಾಜಿ ಮುಖ್ಯಮಂತ್ರಿ ಬಿ.ಎಸ್. ಯಡಿಯೂರಪ್ಪ ಅವರೊಂದಿಗೆ ಕೆಲ ನಿಮಿಷ ಚರ್ಚೆ ಮಾಡಿದ ಪ್ರಸಂಗ ನಡೆಯಿತು. ಪ್ರಧಾನಿಯವರನ್ನು ಬರಮಾಡಿಕೊಳ್ಳಲು ವಾಯುನೆಲೆಗೆ ಆಗಮಿಸಿದ್ದ ಯಡಿಯೂರಪ್ಪರನ್ನು ಕಂಡು ನಗುತ್ತಲೇ ಅವರ ಬಳಿ ನಿಂತು ಕೆಲಕಾಲ ಮಾತನಾಡಿದರು. ಯಡಿಯೂರಪ್ಪ ಅವರು ಅಧಿಕಾರದಿಂದ ಕೆಳಗಿಳಿದ ನಂತರ ಪ್ರಧಾನಿಯವರನ್ನು ಭೇಟಿ ಮಾಡಿದ್ದು ಇದೇ ಮೊದಲು. ಮುಖಾಮುಖಿ ಭೇಟಿ ಸಂದರ್ಭದಲ್ಲಿ ಅವರು ಏನು ಚರ್ಚೆ ಮಾಡಿದರೆಂದು ತಿಳಿಯದು. — [1305, 233, 1488, 524]
tweet-text: ಕರ್ನಾಟಕ ರಾಜ್ಯಕ್ಕೆ ಹೋಗುತ್ತಿರುವೆ. ಅಲ್ಲಿ ಬೆಂಗಳೂರು ಮತ್ತು ಮೈಸೂರಿನ ಕಾರ್ಯಕ್ರಮಗಳಲ್ಲಿ ಭಾಗವಹಿಸುವೆ. ಬೆಂಗಳೂರಿನ ಕಾರ್ಯಕ್ರಮದಲ್ಲಿ @iiscbangalore ನಲ್ಲಿ ಮಿದುಳು ಸಂಶೋಧನಾ ಕೇಂದ್ರವನ್ನು ಉದ್ಘಾಟಿಸಲಿದ್ದೇನೆ. ಬಾಗ್ಚಿ - ಪಾರ್ಥಸಾರಥಿ ಆಸ್ಪತ್ರೆಗೆ ಶಿಲಾನ್ಯಾಸ ನೆರವೇರಿಸಲಿದ್ದೇನೆ. — [104, 1269, 415, 1330]
dev-box-title1: ಮೈಸೂರು ಅಭಿವೃದ್ಧಿಗೆ — [877, 323, 1008, 345]
research-title1: ಮೆದುಳು ಸಂಶೋಧನಾ ಕೇಂದ್ರ: — [1095, 820, 1397, 856]
tweet-box-subtitle: ಕನ್ನಡದಲ್ಲಿ ಪ್ರಧಾನಿ ಮೋದಿ ಟ್ವೀಟ್ — [172, 1176, 377, 1198]
divider — [80, 1059, 1084, 1061]
tweet-box-title1: ನಾನು ಕರ್ನಾಟಕಕ್ಕೆ ಬರುತ್ತಿರುವೆ; — [156, 1075, 392, 1102]
dev-box-title2: ಬದ್ಧ: ಬೊಮ್ಮಾಯಿ — [877, 345, 991, 367]
bengaluru-col-1: ಬೆಂಗಳೂರು, ಜೂ. 20 (ಕೆಎಂಶಿ)- ಪ್ರಧಾನಿ ನರೇಂದ್ರ ಮೋದಿ ಅವರು ಇಂದು 27 ಸಾವಿರ ಕೋಟಿ ರೂ. ಅಭಿವೃದ್ಧಿ ಮೂಲಸೌಕರ್ಯ ಯೋಜನೆಗಳಿಗೆ ಚಾಲನೆ ನೀಡುವುದರೊಂದಿಗೆ ಮುಂಬರುವ ವಿಧಾನಸಭಾ ಚುನಾವಣೆಗೂ ಅಡಿಗಲ್ಲು ಹಾಕಿದ್ದಾರೆ. ಎರಡು ದಿನಗಳ ಭೇಟಿಗಾಗಿ ಇಂದು ರಾಜ್ಯಕ್ಕೆ ಆಗಮಿಸಿದ ಪ್ರಧಾನಿ ಮೋದಿ ಅವರು, ಕೊಮ್ಮಘಟ್ಟದಲ್ಲಿ ನಡೆದ ಸಾರ್ವಜನಿಕ ಸಮಾವೇಶದಲ್ಲಿ ಸಾವಿರಾರು ಕೋಟಿ ರೂ.ಗಳ ಯೋಜನೆಗಳಿಗೆ ಚಾಲನೆ ನೀಡಿದರು. ಬೆಂಗಳೂರು ಉಪನಗರ ರೈಲು ಯೋಜನೆ, ರಿಂಗ್ ರಸ್ತೆ ಹಾಗೂ ಇತರ ಯೋಜನೆಗಳಿಗೆ ಚಾಲನೆ ಸಿಕ್ಕಿದೆ. ಕೇವಲ 40 ತಿಂಗಳಲ್ಲಿ ಯೋಜನೆ ಪೂರ್ಣಗೊಳಿಸಲಾಗುವುದು ಎಂದರು. — [81, 1823, 259, 2233]
embedded-tweet[interactable] — [95, 1222, 454, 1383]
statue — [657, 1128, 708, 1317]
banner-text-2: 28,000 ಸಾವಿರ ಕೋಟಿ ರೂಪಾಯಿಗಳು — [377, 1905, 716, 1934]
registration-dot — [1418, 2312, 1434, 2328]
tweet-box-title3: ಕಾರ್ಯಕ್ರಮದಲ್ಲಿ ಭಾಗವಹಿಸುವೆ — [157, 1142, 391, 1169]
page-number-badge — [80, 84, 156, 122]
research-headline — [1095, 817, 1488, 905]
ambedkar-photo — [474, 1098, 886, 1462]
lead-line2-green: ಜನಹಿತ ರಾಜಕಾರಣ — [526, 201, 866, 261]
yeddy-photo — [1097, 231, 1299, 572]
bengaluru-strap: ಇದರೊಂದಿಗೆ ಮುಂದಿನ ವಿಧಾನಸಭಾ ಚುನಾವಣೆಗೂ ಅಡಿಗಲ್ಲು — [268, 1821, 864, 1853]
stage-floor — [82, 580, 865, 609]
registration-dot — [1488, 2312, 1504, 2328]
person-figure — [436, 1947, 494, 2063]
lead-strap: ●ಮುಖ್ಯಮಂತ್ರಿ ಬಸವರಾಜ ಬೊಮ್ಮಾಯಿ ಬಣ್ಣನೆ ●ಕರ್ನಾಟಕ ಕಂಡರೆ ಪ್ರಧಾನಿ ಮೋದಿ ಅವರಿಗೆ ಪ್ರೀತಿ — [106, 275, 1081, 310]
yoga-title2: ಮಾಡುವುದು ರಾಜ್ಯದ — [919, 1105, 1057, 1129]
tree — [475, 1208, 584, 1353]
yoga-headline — [892, 1065, 1084, 1174]
person-figure — [1232, 353, 1290, 571]
